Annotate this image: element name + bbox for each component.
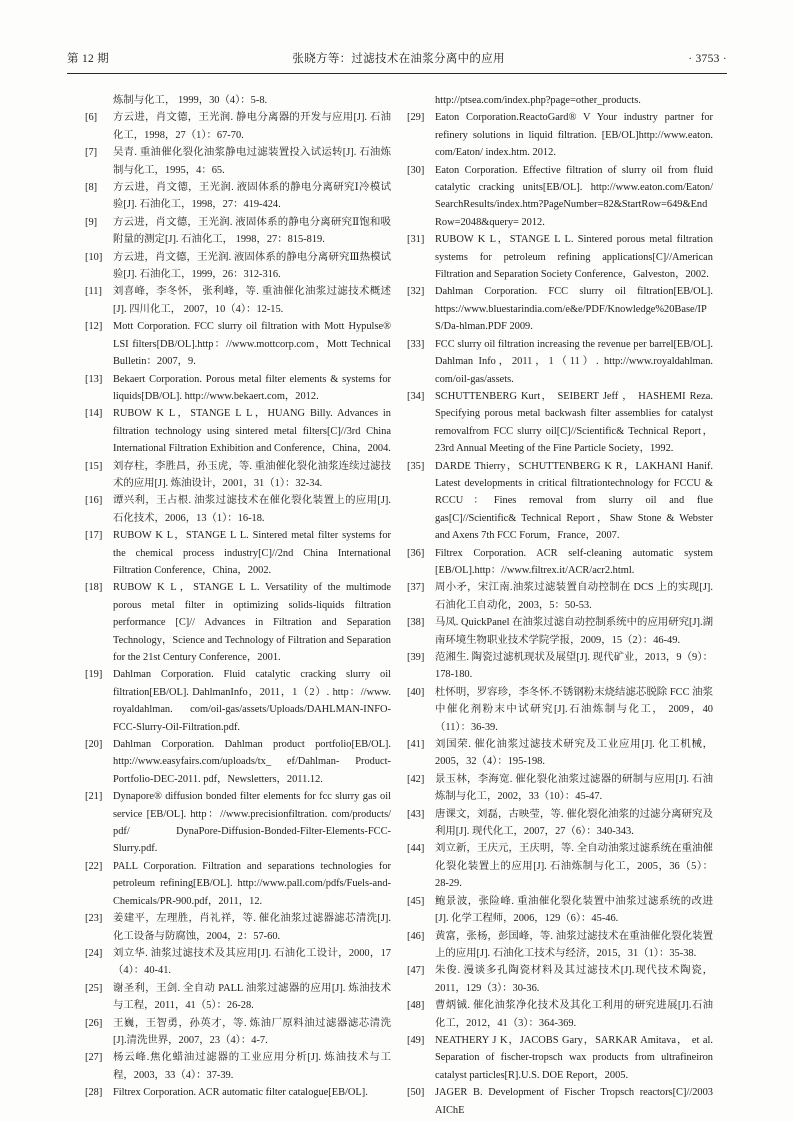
reference-number: [8] bbox=[85, 182, 98, 194]
reference-text: RUBOW K L，STANGE L L，HUANG Billy. Advances in filtration technology using sintered metal filters[C]//3rd China International Filtration Exhibition and Conference，China，2004. bbox=[113, 408, 391, 455]
reference-number: [38] bbox=[407, 617, 425, 629]
reference-text: Filtrex Corporation. ACR self-cleaning automatic system [EB/OL].http：//www.filtrex.it/ACR/acr2.html. bbox=[435, 547, 713, 576]
reference-text: Dynapore® diffusion bonded filter elements for fcc slurry gas oil service [EB/OL]. http：//www.precisionfiltration. com/products/ pdf/ DynaPore-Diffusion-Bonded-Filter-Elements-FCC-Slurry.pdf. bbox=[113, 791, 391, 855]
reference-text: 刘存柱，李胜昌，孙玉虎，等. 重油催化裂化油浆连续过滤技术的应用[J]. 炼油设计，2001，31（1）：32-34. bbox=[113, 460, 391, 489]
reference-item bbox=[407, 283, 713, 335]
reference-text: 吴青. 重油催化裂化油浆静电过滤装置投入试运转[J]. 石油炼制与化工，1995，4：65. bbox=[113, 147, 391, 176]
reference-item bbox=[407, 1032, 713, 1084]
reference-number: [41] bbox=[407, 739, 425, 751]
reference-text: 方云进，肖文德，王光润. 液固体系的静电分离研究Ⅰ冷模试验[J]. 石油化工，1998，27：419-424. bbox=[113, 182, 391, 211]
reference-text: Eaton Corporation. Effective filtration of slurry oil from fluid catalytic cracking units[EB/OL]. http://www.eaton.com/Eaton/ SearchResults/index.htm?PageNumber=82&StartRow=649&End Row=2048&query= 2012. bbox=[435, 164, 713, 228]
reference-number: [16] bbox=[85, 495, 103, 507]
reference-item bbox=[407, 579, 713, 614]
reference-text: JAGER B. Development of Fischer Tropsch reactors[C]//2003 AIChE bbox=[435, 1087, 713, 1116]
reference-number: [10] bbox=[85, 251, 103, 263]
reference-text: 姜建平，左理胜，肖礼祥，等. 催化油浆过滤器滤芯清洗[J].化工设备与防腐蚀，2004，2：57-60. bbox=[113, 913, 391, 942]
reference-text: Eaton Corporation.ReactoGard® V Your industry partner for refinery solutions in liquid filtration. [EB/OL]http://www.eaton. com/Eaton/ index.htm. 2012. bbox=[435, 112, 713, 159]
reference-item bbox=[407, 614, 713, 649]
reference-item bbox=[85, 858, 391, 910]
reference-text: 刘立华. 油浆过滤技术及其应用[J]. 石油化工设计，2000，17（4）：40-41. bbox=[113, 947, 391, 977]
reference-column-right bbox=[407, 92, 713, 1119]
reference-item bbox=[85, 1049, 391, 1084]
reference-item bbox=[85, 910, 391, 945]
reference-item bbox=[407, 962, 713, 997]
reference-number: [47] bbox=[407, 965, 425, 977]
reference-text: 唐课文，刘磊，古映莹，等. 催化裂化油浆的过滤分离研究及利用[J]. 现代化工，2007，27（6）：340-343. bbox=[435, 808, 713, 838]
reference-number: [7] bbox=[85, 147, 98, 159]
reference-number: [25] bbox=[85, 982, 103, 994]
reference-text: 刘国荣. 催化油浆过滤技术研究及工业应用[J]. 化工机械，2005，32（4）：195-198. bbox=[435, 739, 713, 768]
reference-item bbox=[407, 928, 713, 963]
reference-text: Dahlman Corporation. Fluid catalytic cracking slurry oil filtration[EB/OL]. DahlmanInfo，2011，1（2）. http：//www. royaldahlman. com/oil-gas/assets/Uploads/DAHLMAN-INFO-FCC-Slurry-Oil-Filtration.pdf. bbox=[113, 669, 391, 733]
reference-text: RUBOW K L，STANGE L L. Sintered metal filter systems for the chemical process industry[C]//2nd China International Filtration Conference，China，2002. bbox=[113, 530, 391, 576]
reference-text: 刘喜峰，李冬怀， 张利峰，等. 重油催化油浆过滤技术概述[J]. 四川化工， 2007，10（4）：12-15. bbox=[113, 286, 391, 315]
reference-number: [13] bbox=[85, 373, 103, 385]
reference-number: [20] bbox=[85, 739, 103, 751]
reference-text: DARDE Thierry，SCHUTTENBERG K R，LAKHANI Hanif. Latest developments in critical filtrationtechnology for FCCU & RCCU：Fines removal from slurry oil and flue gas[C]//Scientific& Technical Report，Shaw Stone & Webster and Axens 7th FCC Forum，France，2007. bbox=[435, 460, 713, 542]
reference-number: [26] bbox=[85, 1017, 103, 1029]
reference-number: [49] bbox=[407, 1034, 425, 1046]
reference-number: [21] bbox=[85, 791, 103, 803]
reference-item bbox=[85, 144, 391, 179]
reference-number: [33] bbox=[407, 338, 425, 350]
reference-text: 景玉林，李海宽. 催化裂化油浆过滤器的研制与应用[J]. 石油炼制与化工，2002，33（10）：45-47. bbox=[435, 773, 713, 803]
reference-text: FCC slurry oil filtration increasing the revenue per barrel[EB/OL]. Dahlman Info，2011，1（11）. http://www.royaldahlman. com/oil-gas/assets. bbox=[435, 338, 713, 385]
reference-number: [23] bbox=[85, 913, 103, 925]
reference-item bbox=[407, 109, 713, 161]
reference-number: [40] bbox=[407, 686, 425, 698]
reference-item bbox=[407, 806, 713, 841]
reference-text: 范湘生. 陶瓷过滤机现状及展望[J]. 现代矿业，2013，9（9）：178-180. bbox=[435, 652, 713, 681]
reference-item bbox=[407, 336, 713, 388]
reference-number: [35] bbox=[407, 460, 425, 472]
reference-text: 炼制与化工， 1999，30（4）：5-8. bbox=[113, 95, 268, 106]
reference-text: Dahlman Corporation. FCC slurry oil filtration[EB/OL]. https://www.bluestarindia.com/e&e/PDF/Knowledge%20Base/IP S/Da-hlman.PDF 2009. bbox=[435, 286, 713, 333]
reference-text: 方云进，肖文德，王光润. 液固体系的静电分离研究Ⅲ热模试验[J]. 石油化工，1999，26：312-316. bbox=[113, 251, 391, 281]
reference-item bbox=[85, 318, 391, 370]
reference-text: Mott Corporation. FCC slurry oil filtration with Mott Hypulse® LSI filters[DB/OL].http：//www.mottcorp.com，Mott Technical Bulletin：2007，9. bbox=[113, 321, 391, 368]
references-section bbox=[85, 92, 713, 1119]
reference-text: http://ptsea.com/index.php?page=other_products. bbox=[435, 95, 641, 106]
reference-number: [24] bbox=[85, 947, 103, 959]
reference-item bbox=[85, 92, 391, 109]
running-title: 张晓方等：过滤技术在油浆分离中的应用 bbox=[292, 53, 505, 65]
reference-item bbox=[85, 736, 391, 788]
reference-text: 杜怀明，罗容珍，李冬怀.不锈钢粉末烧结滤芯脱除 FCC 油浆中催化剂粉末中试研究[J].石油炼制与化工， 2009，40（11）：36-39. bbox=[435, 686, 713, 733]
reference-text: Bekaert Corporation. Porous metal filter elements & systems for liquids[DB/OL]. http://www.bekaert.com，2012. bbox=[113, 373, 391, 402]
reference-text: 谭兴利，王占根. 油浆过滤技术在催化裂化装置上的应用[J].石化技术，2006，13（1）：16-18. bbox=[113, 495, 391, 524]
page-number: · 3753 · bbox=[688, 53, 727, 65]
reference-number: [28] bbox=[85, 1087, 103, 1099]
reference-number: [34] bbox=[407, 390, 425, 402]
reference-text: 杨云峰.焦化蜡油过滤器的工业应用分析[J]. 炼油技术与工程，2003，33（4）：37-39. bbox=[113, 1052, 391, 1081]
reference-number: [48] bbox=[407, 1000, 425, 1012]
reference-text: RUBOW K L，STANGE L L. Versatility of the multimode porous metal filter in optimizing solids-liquids filtration performance [C]// Advances in Filtration and Separation Technology，Science and Technology of Filtration and Separation for the 21st Century Conference，2001. bbox=[113, 582, 391, 663]
reference-item bbox=[85, 109, 391, 144]
reference-item bbox=[407, 1084, 713, 1119]
reference-number: [36] bbox=[407, 547, 425, 559]
reference-number: [9] bbox=[85, 216, 98, 228]
reference-number: [50] bbox=[407, 1087, 425, 1099]
reference-text: 方云进，肖文德，王光润. 液固体系的静电分离研究Ⅱ饱和吸附量的测定[J]. 石油化工， 1998，27：815-819. bbox=[113, 216, 391, 246]
reference-item bbox=[407, 162, 713, 232]
reference-text: NEATHERY J K，JACOBS Gary，SARKAR Amitava， et al. Separation of fischer-tropsch wax products from ultrafineiron catalyst particles[R].U.S. DOE Report，2005. bbox=[435, 1034, 713, 1081]
reference-text: 谢圣利，王剑. 全自动 PALL 油浆过滤器的应用[J]. 炼油技术与工程，2011，41（5）：26-28. bbox=[113, 982, 391, 1012]
reference-text: 曹炳铖. 催化油浆净化技术及其化工利用的研究进展[J].石油化工，2012，41（3）：364-369. bbox=[435, 1000, 713, 1029]
reference-number: [31] bbox=[407, 234, 425, 246]
reference-number: [37] bbox=[407, 582, 425, 594]
reference-item bbox=[407, 92, 713, 109]
issue-label: 第 12 期 bbox=[67, 53, 110, 65]
reference-item bbox=[407, 545, 713, 580]
reference-number: [11] bbox=[85, 286, 102, 298]
reference-number: [44] bbox=[407, 843, 425, 855]
reference-number: [15] bbox=[85, 460, 103, 472]
reference-number: [27] bbox=[85, 1052, 103, 1064]
reference-number: [17] bbox=[85, 530, 103, 542]
reference-item bbox=[407, 893, 713, 928]
reference-item bbox=[407, 684, 713, 736]
reference-number: [29] bbox=[407, 112, 425, 124]
reference-item bbox=[407, 649, 713, 684]
reference-number bbox=[85, 92, 113, 109]
reference-item bbox=[407, 458, 713, 545]
reference-item bbox=[85, 214, 391, 249]
reference-item bbox=[407, 771, 713, 806]
reference-text: 朱俊. 漫谈多孔陶瓷材料及其过滤技术[J].现代技术陶瓷，2011，129（3）：30-36. bbox=[435, 965, 713, 994]
reference-item bbox=[85, 458, 391, 493]
reference-item bbox=[85, 527, 391, 579]
reference-text: Dahlman Corporation. Dahlman product portfolio[EB/OL]. http://www.easyfairs.com/uploads/tx_ ef/Dahlman- Product- Portfolio-DEC-2011. pdf，Newsletters，2011.12. bbox=[113, 739, 391, 785]
reference-number: [42] bbox=[407, 773, 425, 785]
reference-number: [45] bbox=[407, 895, 425, 907]
reference-column-left bbox=[85, 92, 391, 1119]
reference-number: [39] bbox=[407, 652, 425, 663]
reference-item bbox=[85, 1084, 391, 1101]
reference-text: 王巍，王智勇，孙英才，等. 炼油厂原料油过滤器滤芯清洗[J].清洗世界，2007，23（4）：4-7. bbox=[113, 1017, 391, 1046]
reference-item bbox=[407, 997, 713, 1032]
reference-number: [30] bbox=[407, 164, 425, 176]
reference-item bbox=[85, 788, 391, 858]
reference-text: 刘立新，王庆元，王庆明，等. 全自动油浆过滤系统在重油催化裂化装置上的应用[J]. 石油炼制与化工，2005，36（5）：28-29. bbox=[435, 843, 713, 890]
reference-number bbox=[407, 92, 435, 109]
reference-item bbox=[85, 666, 391, 736]
reference-text: Filtrex Corporation. ACR automatic filter catalogue[EB/OL]. bbox=[113, 1087, 368, 1099]
reference-item bbox=[85, 405, 391, 457]
reference-text: 马凤. QuickPanel 在油浆过滤自动控制系统中的应用研究[J].湖南环境生物职业技术学院学报，2009，15（2）：46-49. bbox=[435, 617, 713, 646]
reference-number: [32] bbox=[407, 286, 425, 298]
reference-text: 方云进，肖文德，王光润. 静电分离器的开发与应用[J]. 石油化工，1998，27（1）：67-70. bbox=[113, 112, 391, 141]
reference-item bbox=[85, 579, 391, 666]
reference-number: [22] bbox=[85, 860, 103, 872]
reference-text: 周小矛，宋江南.油浆过滤装置自动控制在 DCS 上的实现[J]. 石油化工自动化，2003，5：50-53. bbox=[435, 582, 713, 611]
reference-item bbox=[407, 736, 713, 771]
reference-number: [6] bbox=[85, 112, 98, 124]
reference-item bbox=[85, 1015, 391, 1050]
reference-item bbox=[407, 231, 713, 283]
reference-item bbox=[85, 179, 391, 214]
reference-item bbox=[85, 945, 391, 980]
reference-number: [19] bbox=[85, 669, 103, 681]
reference-number: [43] bbox=[407, 808, 425, 820]
reference-number: [18] bbox=[85, 582, 103, 594]
reference-text: 鲍景波，张险峰. 重油催化裂化装置中油浆过滤系统的改进[J]. 化学工程师，2006，129（6）：45-46. bbox=[435, 895, 713, 925]
reference-number: [46] bbox=[407, 930, 425, 942]
reference-item bbox=[407, 388, 713, 458]
reference-item bbox=[85, 492, 391, 527]
page-header bbox=[67, 50, 727, 74]
reference-text: 黄富，张杨，彭国峰，等. 油浆过滤技术在重油催化裂化装置上的应用[J]. 石油化工技术与经济，2015，31（1）：35-38. bbox=[435, 930, 713, 959]
reference-item bbox=[85, 980, 391, 1015]
reference-item bbox=[85, 283, 391, 318]
reference-number: [14] bbox=[85, 408, 103, 420]
reference-number: [12] bbox=[85, 321, 103, 333]
reference-item bbox=[407, 840, 713, 892]
reference-text: PALL Corporation. Filtration and separations technologies for petroleum refining[EB/OL]. http://www.pall.com/pdfs/Fuels-and- Chemicals/PR-900.pdf，2011，12. bbox=[113, 860, 391, 907]
reference-text: SCHUTTENBERG Kurt， SEIBERT Jeff ， HASHEMI Reza. Specifying porous metal backwash filter assemblies for catalyst removalfrom FCC slurry oil[C]//Scientific& Technical Report，23rd Annual Meeting of the Fine Particle Society，1992. bbox=[435, 390, 713, 455]
reference-item bbox=[85, 371, 391, 406]
reference-item bbox=[85, 249, 391, 284]
reference-text: RUBOW K L，STANGE L L. Sintered porous metal filtration systems for petroleum refining applications[C]//American Filtration and Separation Society Conference，Galveston，2002. bbox=[435, 234, 713, 281]
